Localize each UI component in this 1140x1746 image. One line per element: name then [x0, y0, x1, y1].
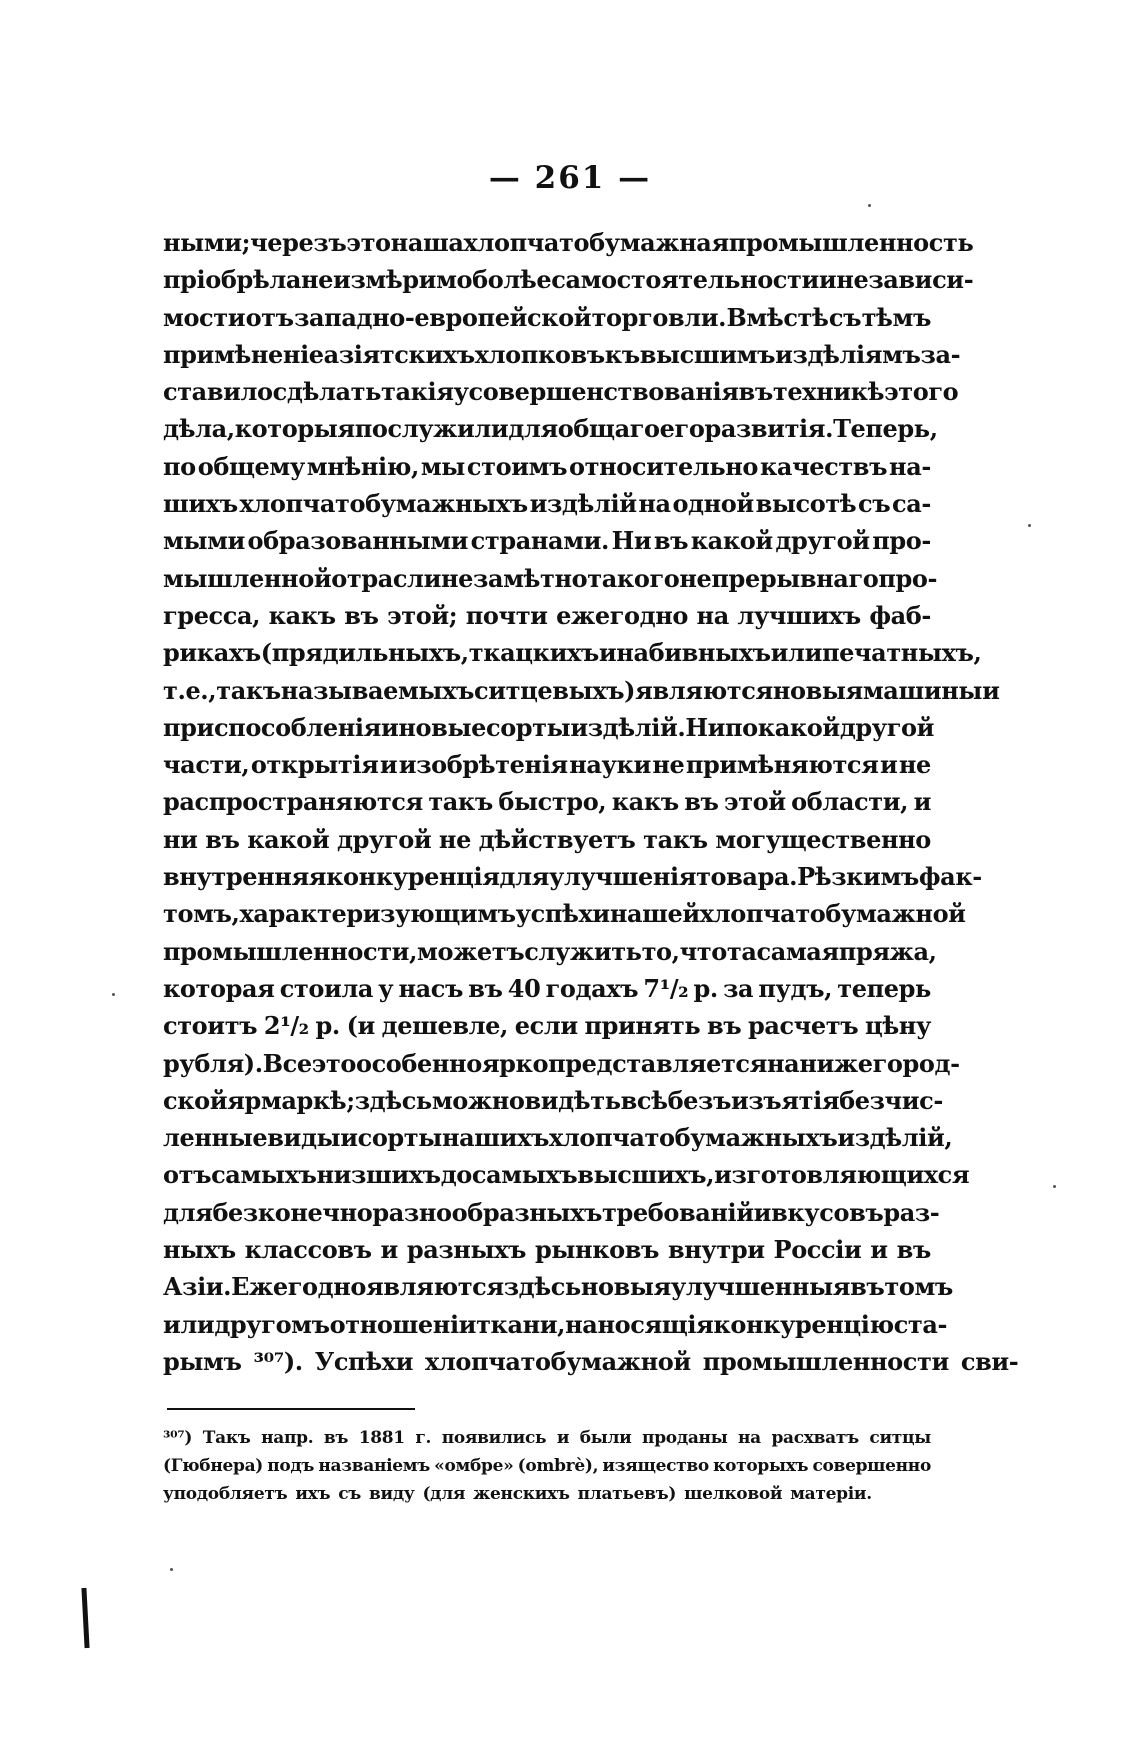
body-line: части, открытія и изобрѣтенія науки не примѣняются и не	[163, 750, 931, 780]
body-line: рымъ ³⁰⁷). Успѣхи хлопчатобумажной промышленности сви-	[163, 1346, 1019, 1376]
footnote-line: (Гюбнера) подъ названіемъ «омбре» (ombrè), изящество которыхъ совершенно	[163, 1456, 931, 1476]
scan-speck	[170, 1568, 173, 1571]
body-line: рикахъ (прядильныхъ, ткацкихъ и набивныхъ или печатныхъ,	[163, 638, 982, 668]
footnote-divider	[167, 1408, 415, 1410]
body-line: отъ самыхъ низшихъ до самыхъ высшихъ, изготовляющихся	[163, 1160, 970, 1190]
body-line: пріобрѣла неизмѣримо болѣе самостоятельности и независи-	[163, 265, 974, 295]
body-line: промышленности, можетъ служить то, что та самая пряжа,	[163, 936, 937, 966]
body-line: примѣненіе азіятскихъ хлопковъ къ высшимъ издѣліямъ за-	[163, 339, 961, 369]
body-line: ни въ какой другой не дѣйствуетъ такъ могущественно	[163, 824, 931, 854]
body-line: или другомъ отношеніи ткани, наносящія конкуренцію ста-	[163, 1309, 948, 1339]
body-line: ныхъ классовъ и разныхъ рынковъ внутри Россіи и въ	[163, 1235, 931, 1265]
body-line: рубля). Все это особенно ярко представляется на нижегород-	[163, 1048, 960, 1078]
body-line: ставило сдѣлать такія усовершенствованія въ техникѣ этого	[163, 377, 959, 407]
body-line: которая стоила у насъ въ 40 годахъ 7¹/₂ р. за пудъ, теперь	[163, 973, 931, 1003]
body-line: мышленной отрасли не замѣтно такого непрерывнаго про-	[163, 563, 938, 593]
body-line: ленные виды и сорты нашихъ хлопчатобумажныхъ издѣлій,	[163, 1123, 953, 1153]
body-line: стоитъ 2¹/₂ р. (и дешевле, если принять въ расчетъ цѣну	[163, 1011, 931, 1041]
body-line: т. е., такъ называемыхъ ситцевыхъ) являются новыя машины и	[163, 675, 1000, 705]
body-line: по общему мнѣнію, мы стоимъ относительно качествъ на-	[163, 451, 931, 481]
body-line: приспособленія и новые сорты издѣлій. Ни по какой другой	[163, 712, 935, 742]
body-line: ными; черезъ это наша хлопчатобумажная промышленность	[163, 228, 974, 257]
body-line: ской ярмаркѣ; здѣсь можно видѣть всѣ безъ изъятія безчис-	[163, 1085, 943, 1115]
body-line: распространяются такъ быстро, какъ въ этой области, и	[163, 787, 931, 817]
body-line: Азіи. Ежегодно являются здѣсь новыя улучшенныя въ томъ	[163, 1272, 953, 1302]
body-line: дѣла, которыя послужили для общаго его развитія. Теперь,	[163, 414, 938, 444]
body-line: мыми образованными странами. Ни въ какой другой про-	[163, 526, 931, 556]
scan-speck	[1053, 1185, 1056, 1188]
scan-speck	[868, 204, 871, 207]
footnotes	[163, 1424, 931, 1508]
footnote-line: ³⁰⁷) Такъ напр. въ 1881 г. появились и были проданы на расхватъ ситцы	[163, 1428, 931, 1448]
margin-ink-mark	[81, 1588, 89, 1648]
body-line: внутренняя конкуренція для улучшенія товара. Рѣзкимъ фак-	[163, 862, 982, 892]
body-line: томъ, характеризующимъ успѣхи нашей хлопчатобумажной	[163, 899, 966, 929]
scan-speck	[1028, 524, 1031, 527]
body-line: шихъ хлопчатобумажныхъ издѣлій на одной высотѣ съ са-	[163, 489, 931, 519]
scan-speck	[112, 993, 115, 996]
body-text	[163, 224, 1019, 1380]
body-line: мости отъ западно-европейской торговли. Вмѣстѣ съ тѣмъ	[163, 302, 931, 332]
body-line: гресса, какъ въ этой; почти ежегодно на лучшихъ фаб-	[163, 600, 931, 630]
footnote-line: уподобляетъ ихъ съ виду (для женскихъ платьевъ) шелковой матеріи.	[163, 1484, 872, 1504]
body-line: для безконечно разнообразныхъ требованій и вкусовъ раз-	[163, 1197, 940, 1227]
page-number: — 261 —	[488, 160, 652, 196]
